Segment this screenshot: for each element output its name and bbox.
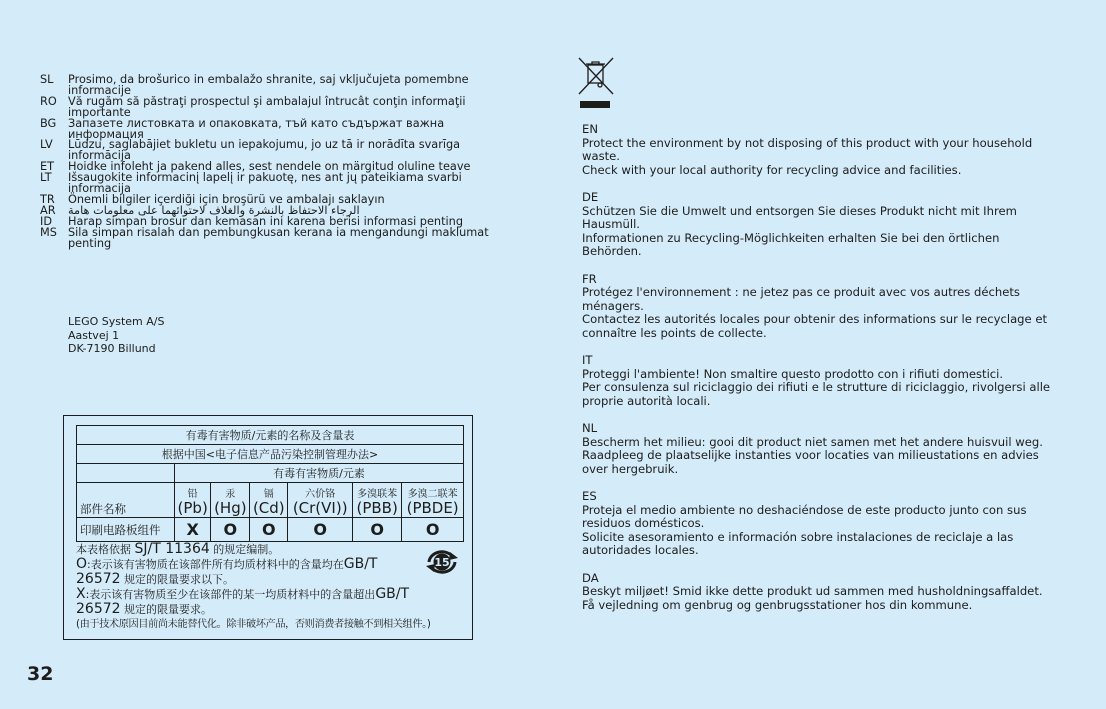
rohs-hazardous-substances-box	[63, 415, 473, 640]
efup-15-icon	[425, 550, 459, 574]
value-cell: O	[211, 518, 250, 542]
value-cell: O	[250, 518, 288, 542]
section-en: EN Protect the environment by not disposing of this product with your household waste. Check with your local authority for recycling advice and facilities.	[582, 122, 1033, 177]
disposal-instructions	[582, 123, 1052, 626]
list-item	[40, 94, 500, 119]
notice-text: Önemli bilgiler içerdiği için broşürü ve ambalajı saklayın	[68, 192, 385, 206]
language-code: ID	[40, 214, 53, 228]
list-item	[40, 225, 500, 250]
list-item	[40, 116, 500, 141]
language-code: RO	[40, 94, 57, 108]
crossed-out-wheelie-bin-icon	[576, 56, 616, 110]
value-cell: O	[353, 518, 402, 542]
list-item	[40, 173, 500, 195]
notice-text: Vă rugăm să păstraţi prospectul şi ambalajul întrucât conţin informaţii importante	[68, 94, 466, 119]
notice-text: Hoidke infoleht ja pakend alles, sest nendele on märgitud oluline teave	[68, 160, 471, 174]
notice-text: Prosimo, da brošurico in embalažo shranite, saj vključujeta pomembne informacije	[68, 73, 469, 97]
notice-text: Запазете листовката и опаковката, тъй като съдържат важна информация	[68, 116, 445, 141]
element-header-pbb: 多溴联苯 (PBB)	[353, 483, 402, 518]
language-code: AR	[40, 203, 56, 217]
notice-text: Sila simpan risalah dan pembungkusan kerana ia mengandungi maklumat penting	[68, 225, 489, 250]
page-number: 32	[27, 663, 54, 685]
part-header: 部件名称	[77, 483, 175, 518]
note-line: O:表示该有害物质在该部件所有均质材料中的含量均在GB/T	[76, 556, 378, 572]
language-code: BG	[40, 116, 57, 130]
note-line: (由于技术原因目前尚未能替代化。除非破坏产品，否则消费者接触不到相关组件。)	[76, 619, 431, 630]
language-code: ET	[40, 160, 55, 174]
part-name: 印刷电路板组件	[77, 518, 175, 542]
section-de: DE Schützen Sie die Umwelt und entsorgen Sie dieses Produkt nicht mit Ihrem Hausmüll. Informationen zu Recycling-Möglichkeiten erhalten Sie bei den örtlichen Behörden.	[582, 189, 1017, 259]
element-header-pb: 铅 (Pb)	[175, 483, 211, 518]
note-line: 26572 规定的限量要求以下。	[76, 571, 235, 587]
address-line: LEGO System A/S	[68, 315, 165, 328]
element-header-cd: 镉 (Cd)	[250, 483, 288, 518]
hazardous-substances-table	[76, 425, 464, 542]
svg-text:15: 15	[434, 556, 450, 569]
language-code: MS	[40, 225, 57, 239]
table-title: 有毒有害物质/元素的名称及含量表	[77, 426, 464, 445]
section-it: IT Proteggi l'ambiente! Non smaltire questo prodotto con i rifiuti domestici. Per consulenza sul riciclaggio dei rifiuti e le strutture di riciclaggio, rivolgersi alle proprie autorità locali.	[582, 353, 1051, 408]
language-code: LT	[40, 171, 52, 185]
element-header-cr6: 六价铬 (Cr(VI))	[288, 483, 353, 518]
element-header-hg: 汞 (Hg)	[211, 483, 250, 518]
note-line: 26572 规定的限量要求。	[76, 601, 213, 617]
company-address	[68, 315, 165, 356]
note-line: 本表格依据 SJ/T 11364 的规定编制。	[76, 541, 280, 557]
notice-text: الرجاء الاحتفاظ بالنشرة والغلاف لاحتوائهما على معلومات هامة	[68, 203, 360, 217]
table-notes	[76, 542, 471, 632]
language-code: SL	[40, 73, 54, 86]
notice-text: Lūdzu, saglabājiet bukletu un iepakojumu, jo uz tā ir norādīta svarīga informācija	[68, 138, 461, 163]
section-da: DA Beskyt miljøet! Smid ikke dette produkt ud sammen med husholdningsaffaldet. Få vejledning om genbrug og genbrugsstationer hos din kommune.	[582, 570, 1043, 612]
group-header: 有毒有害物质/元素	[175, 464, 464, 483]
notice-text: Harap simpan brosur dan kemasan ini karena berisi informasi penting	[68, 214, 463, 228]
value-cell: O	[288, 518, 353, 542]
list-item	[40, 75, 500, 97]
value-cell: O	[402, 518, 464, 542]
language-code: LV	[40, 138, 53, 152]
section-nl: NL Bescherm het milieu: gooi dit product niet samen met het andere huisvuil weg. Raadpleeg de plaatselijke instanties voor locaties van milieustations en advies over hergebruik.	[582, 421, 1043, 476]
address-line: DK-7190 Billund	[68, 342, 156, 355]
list-item	[40, 140, 500, 162]
section-es: ES Proteja el medio ambiente no deshaciéndose de este producto junto con sus residuos domésticos. Solicite asesoramiento e información sobre instalaciones de reciclaje a las autoridades locales.	[582, 489, 1027, 558]
language-code: TR	[40, 192, 55, 206]
address-line: Aastvej 1	[68, 328, 120, 342]
language-notice-list	[40, 75, 500, 250]
table-subtitle: 根据中国<电子信息产品污染控制管理办法>	[77, 445, 464, 464]
table-row	[77, 518, 464, 542]
notice-text: Išsaugokite informacinį lapelį ir pakuotę, nes ant jų pateikiama svarbi informacija	[68, 171, 462, 196]
value-cell: X	[175, 518, 211, 542]
section-fr: FR Protégez l'environnement : ne jetez pas ce produit avec vos autres déchets ménagers. Contactez les autorités locales pour obtenir des informations sur le recyclage et connaître les points de collecte.	[582, 271, 1048, 340]
element-header-pbde: 多溴二联苯 (PBDE)	[402, 483, 464, 518]
note-line: X:表示该有害物质至少在该部件的某一均质材料中的含量超出GB/T	[76, 586, 410, 602]
table-cell	[77, 464, 175, 483]
